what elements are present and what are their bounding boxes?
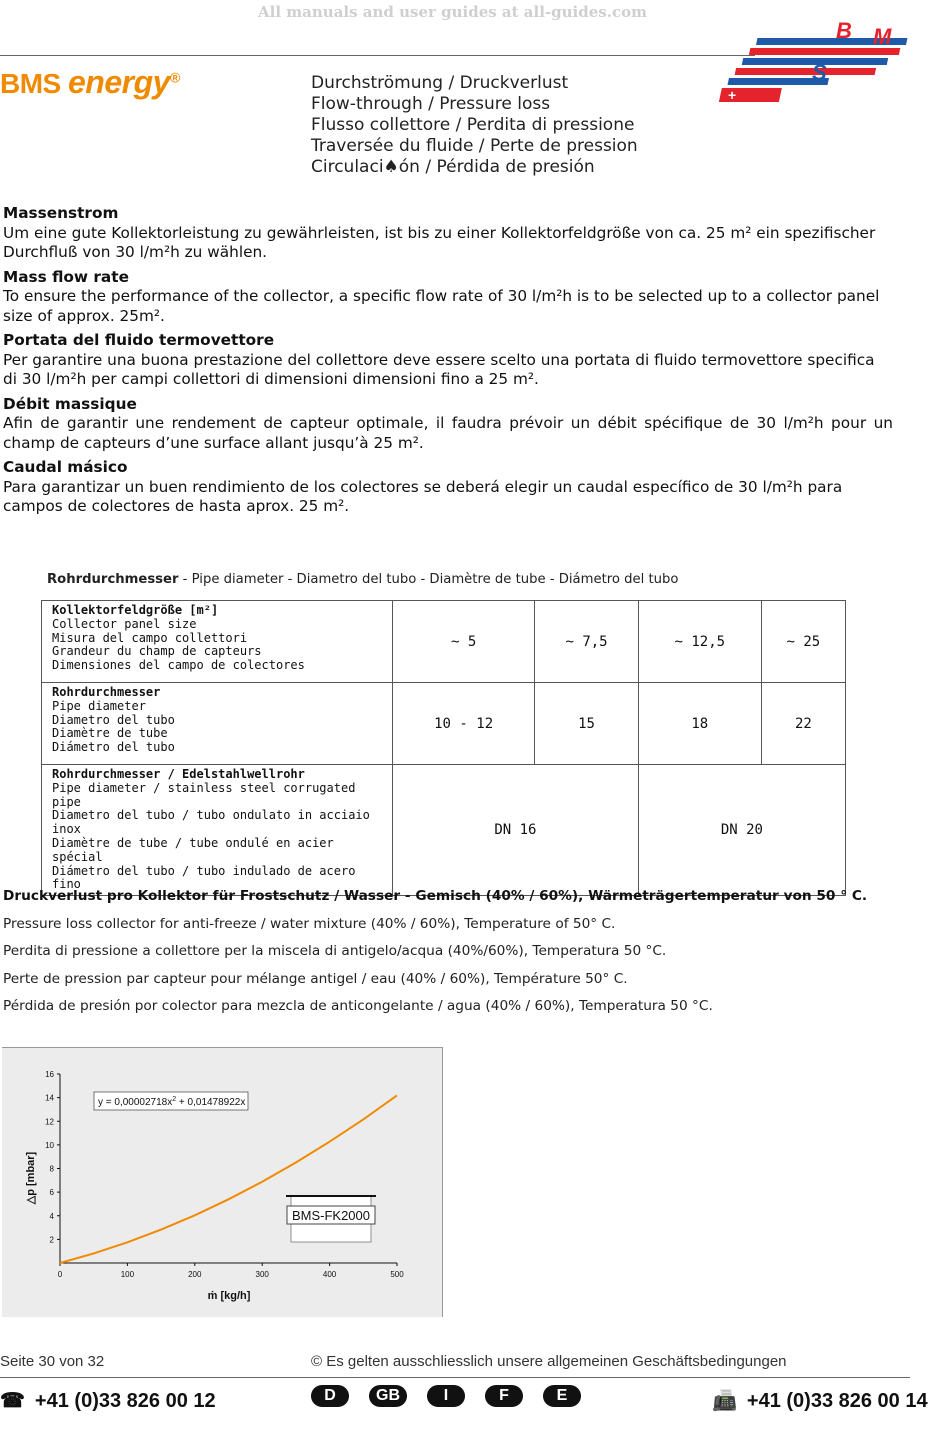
logo-letter-s: S — [812, 60, 827, 85]
y-tick-label: 8 — [49, 1164, 54, 1174]
language-gb[interactable]: GB — [369, 1385, 407, 1407]
table-cell: 18 — [638, 683, 761, 765]
y-tick-label: 10 — [45, 1140, 54, 1150]
title-en: Flow-through / Pressure loss — [311, 94, 551, 114]
title-fr: Traversée du fluide / Perte de pression — [311, 136, 638, 156]
pressure-loss-heading: Druckverlust pro Kollektor für Frostschutz / Wasser - Gemisch (40% / 60%), Wärmeträgertemperatur von 50 ° C. — [3, 888, 868, 904]
row-label-line: Pipe diameter / stainless steel corrugated pipe — [52, 780, 356, 809]
copyright-notice: © Es gelten ausschliesslich unsere allgemeinen Geschäftsbedingungen — [311, 1353, 787, 1370]
y-tick-label: 2 — [49, 1235, 54, 1245]
section-heading-en: Mass flow rate — [3, 267, 129, 286]
registered-mark: ® — [169, 69, 180, 86]
section-heading-es: Caudal másico — [3, 458, 128, 476]
pressure-loss-line-en: Pressure loss collector for anti-freeze / water mixture (40% / 60%), Temperature of 50° C. — [3, 915, 616, 932]
phone-text: +41 (0)33 826 00 12 — [34, 1390, 216, 1412]
table-cell: DN 20 — [638, 765, 845, 896]
x-tick-label: 200 — [188, 1270, 202, 1279]
logo-letter-m: M — [873, 24, 892, 49]
mass-flow-sections — [3, 204, 893, 522]
table-cell: ~ 12,5 — [638, 601, 761, 683]
y-tick-label: 16 — [45, 1070, 54, 1079]
watermark: All manuals and user guides at all-guides.com — [258, 3, 647, 21]
footer-rule — [0, 1377, 910, 1378]
row-label-line: Diamètre de tube / tube ondulé en acier spécial — [52, 835, 334, 864]
logo-letter-b: B — [836, 18, 852, 43]
pressure-loss-chart — [2, 1047, 443, 1317]
pipe-table-caption — [47, 572, 678, 587]
title-de: Durchströmung / Druckverlust — [311, 73, 569, 93]
legend-series-name: BMS-FK2000 — [291, 1208, 371, 1223]
phone-number — [0, 1388, 216, 1413]
row-label-line: Diametro del tubo — [52, 712, 175, 727]
x-tick-label: 100 — [120, 1270, 135, 1279]
svg-text:+: + — [728, 87, 737, 103]
bms-flag-logo — [718, 12, 908, 107]
pipe-table-caption-rest: - Pipe diameter - Diametro del tubo - Diamètre de tube - Diámetro del tubo — [178, 572, 679, 587]
fax-number — [712, 1388, 928, 1413]
row-label-bold: Rohrdurchmesser / Edelstahlwellrohr — [52, 767, 305, 781]
x-tick-label: 500 — [390, 1270, 404, 1279]
row-label-line: Diámetro del tubo — [52, 740, 175, 755]
y-tick-label: 14 — [45, 1093, 54, 1103]
pressure-loss-block — [3, 883, 903, 1021]
pressure-loss-line-it: Perdita di pressione a collettore per la miscela di antigelo/acqua (40%/60%), Temperatura 50 °C. — [3, 943, 667, 959]
pressure-loss-line-fr: Perte de pression par capteur pour mélange antigel / eau (40% / 60%), Température 50° C. — [3, 970, 628, 987]
fax-icon: 📠 — [712, 1390, 737, 1412]
pipe-table-caption-bold: Rohrdurchmesser — [47, 572, 179, 587]
row-label-line: Diámetro del tubo / tubo indulado de acero fino — [52, 863, 356, 892]
pipe-diameter-table — [41, 600, 846, 896]
fax-text: +41 (0)33 826 00 14 — [746, 1390, 928, 1412]
language-es[interactable]: E — [543, 1385, 581, 1407]
row-label-line: Grandeur du champ de capteurs — [52, 644, 262, 659]
row-label-line: Misura del campo collettori — [52, 630, 248, 645]
phone-icon: ☎ — [0, 1390, 25, 1412]
page-titles — [311, 73, 638, 178]
section-heading-it: Portata del fluido termovettore — [3, 331, 275, 349]
chart-ylabel: △p [mbar] — [25, 1151, 37, 1205]
section-text-de: Um eine gute Kollektorleistung zu gewährleisten, ist bis zu einer Kollektorfeldgröße von ca. 25 m² ein spezifischer Durchfluß von 30 l/m²h zu wählen. — [3, 223, 876, 261]
table-row — [42, 765, 846, 896]
table-cell: ~ 7,5 — [535, 601, 639, 683]
section-text-it: Per garantire una buona prestazione del collettore deve essere scelto una portata di fluido termovettore specifica di 30 l/m²h per campi collettori di dimensioni dimensioni fino a 25 m². — [3, 350, 875, 388]
row-label — [42, 601, 393, 683]
table-cell: 10 - 12 — [393, 683, 535, 765]
table-row — [42, 683, 846, 765]
y-tick-label: 12 — [45, 1117, 54, 1127]
section-heading-de: Massenstrom — [3, 204, 119, 222]
table-cell: 15 — [535, 683, 639, 765]
section-heading-fr: Débit massique — [3, 394, 137, 413]
brand-name-part1: BMS — [0, 68, 68, 99]
row-label — [42, 683, 393, 765]
table-row — [42, 601, 846, 683]
chart-equation: $y = 0,00002718x^2 + 0,01478922x$ — [98, 1096, 246, 1108]
language-fr[interactable]: F — [485, 1385, 523, 1407]
language-selector — [311, 1385, 601, 1407]
brand-name-part2: energy — [68, 64, 170, 100]
header-rule — [0, 55, 755, 56]
table-cell: ~ 5 — [393, 601, 535, 683]
y-tick-label: 4 — [49, 1211, 54, 1221]
pressure-loss-line-es: Pérdida de presión por colector para mezcla de anticongelante / agua (40% / 60%), Temperatura 50 °C. — [3, 998, 713, 1014]
x-tick-label: 400 — [322, 1270, 337, 1279]
row-label-line: Diamètre de tube — [52, 726, 168, 741]
x-tick-label: 300 — [255, 1270, 269, 1279]
page-number: Seite 30 von 32 — [0, 1353, 105, 1370]
section-text-fr: Afin de garantir une rendement de capteur optimale, il faudra prévoir un débit spécifique de 30 l/m²h pour un champ de capteurs d’une surface allant jusqu’à 25 m². — [3, 414, 893, 452]
row-label-line: Diametro del tubo / tubo ondulato in acciaio inox — [52, 808, 370, 837]
section-text-es: Para garantizar un buen rendimiento de los colectores se deberá elegir un caudal específico de 30 l/m²h para campos de colectores de hasta aprox. 25 m². — [3, 477, 843, 515]
table-cell: 22 — [761, 683, 845, 765]
row-label-bold: Rohrdurchmesser — [52, 685, 161, 699]
row-label-line: Dimensiones del campo de colectores — [52, 658, 305, 673]
title-es: Circulaci♠ón / Pérdida de presión — [311, 157, 595, 177]
row-label-line: Collector panel size — [52, 616, 197, 631]
table-cell: ~ 25 — [761, 601, 845, 683]
x-tick-label: 0 — [57, 1270, 63, 1279]
y-tick-label: 6 — [49, 1188, 54, 1198]
chart-svg — [2, 1048, 442, 1317]
section-text-en: To ensure the performance of the collector, a specific flow rate of 30 l/m²h is to be selected up to a collector panel size of approx. 25m². — [3, 287, 880, 325]
table-cell: DN 16 — [393, 765, 639, 896]
chart-xlabel: ṁ [kg/h] — [207, 1290, 251, 1302]
row-label — [42, 765, 393, 896]
brand-logo — [0, 64, 180, 101]
row-label-bold: Kollektorfeldgröße [m²] — [52, 603, 219, 617]
language-de[interactable]: D — [311, 1385, 349, 1407]
title-it: Flusso collettore / Perdita di pressione — [311, 115, 635, 135]
language-it[interactable]: I — [427, 1385, 465, 1407]
row-label-line: Pipe diameter — [52, 698, 146, 713]
